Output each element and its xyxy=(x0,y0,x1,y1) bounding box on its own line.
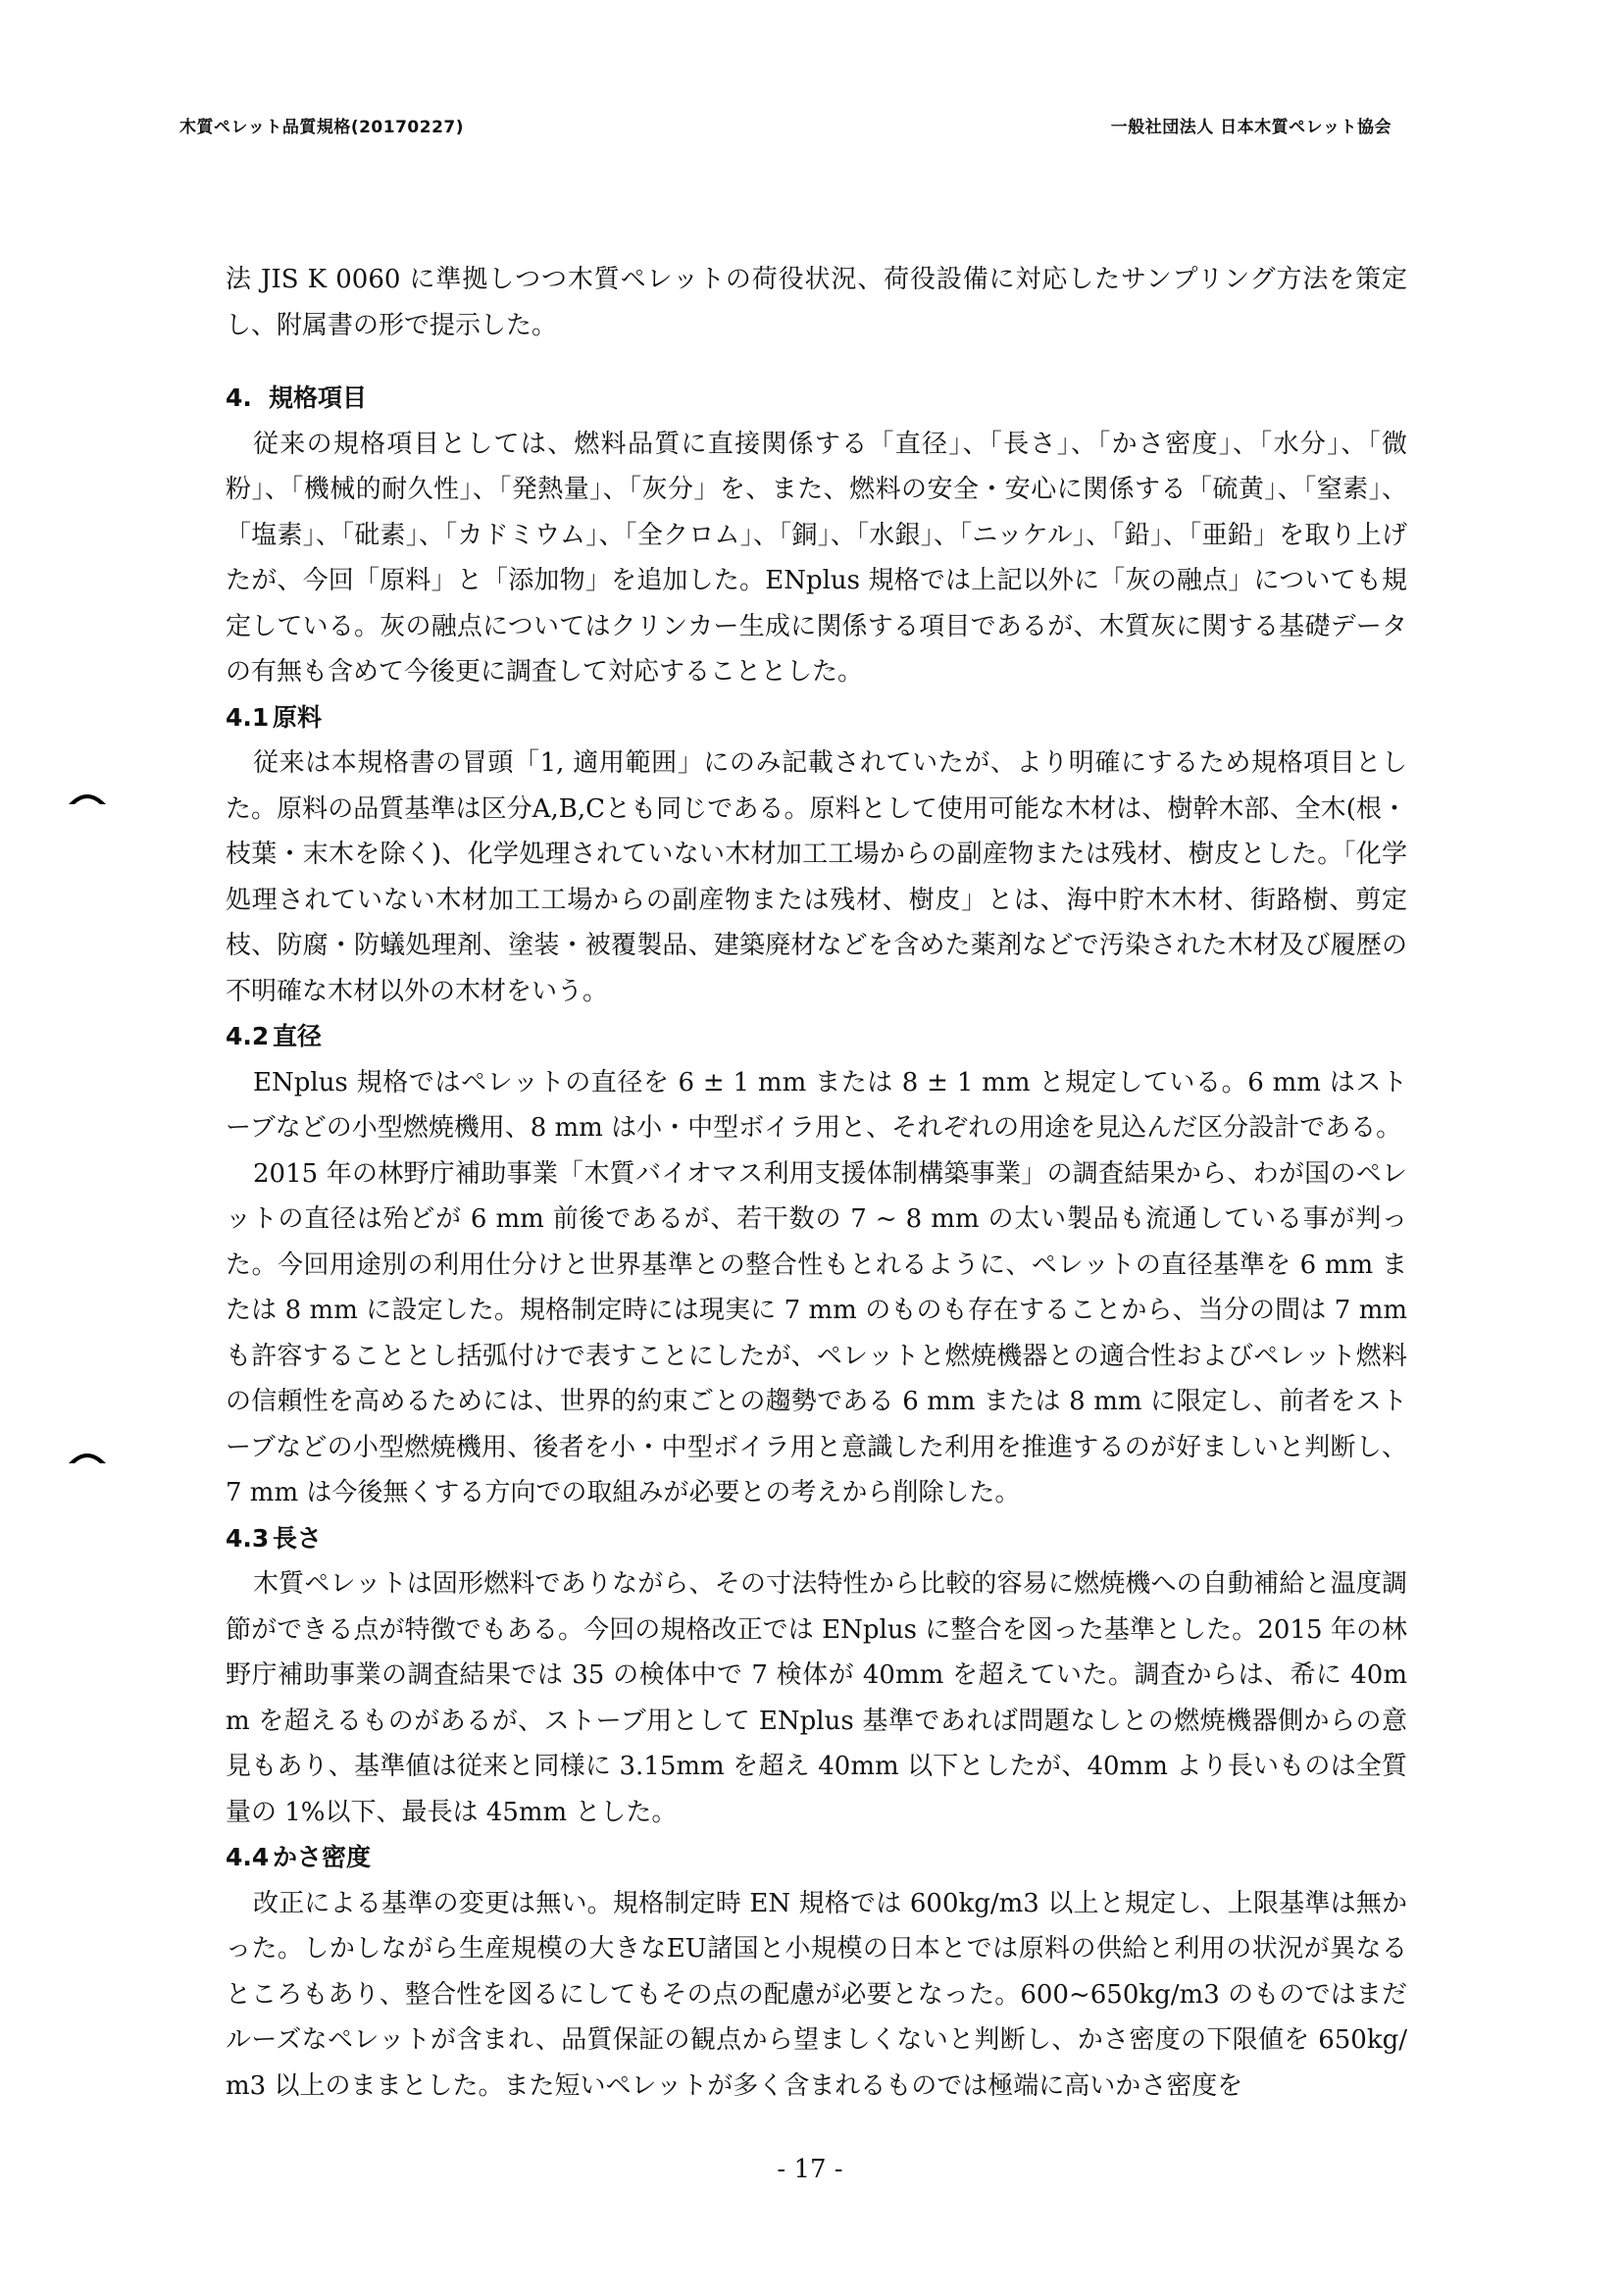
intro-paragraph: 法 JIS K 0060 に準拠しつつ木質ペレットの荷役状況、荷役設備に対応したサンプリング方法を策定し、附属書の形で提示した。 xyxy=(226,265,1407,340)
section-4-4-paragraph: 改正による基準の変更は無い。規格制定時 EN 規格では 600kg/m3 以上と規定し、上限基準は無かった。しかしながら生産規模の大きなEU諸国と小規模の日本とでは原料の供給と利用の状況が異なるところもあり、整合性を図るにしてもその点の配慮が必要となった。600~650kg/m3 のものではまだルーズなペレットが含まれ、品質保証の観点から望ましくないと判断し、かさ密度の下限値を 650kg/m3 以上のままとした。また短いペレットが多く含まれるものでは極端に高いかさ密度を xyxy=(226,1888,1407,2101)
section-title: 直径 xyxy=(273,1022,323,1050)
section-4-1-paragraph: 従来は本規格書の冒頭「1, 適用範囲」にのみ記載されていたが、より明確にするため規格項目とした。原料の品質基準は区分A,B,Cとも同じである。原料として使用可能な木材は、樹幹木部、全木(根・枝葉・末木を除く)、化学処理されていない木材加工工場からの副産物または残材、樹皮とした。「化学処理されていない木材加工工場からの副産物または残材、樹皮」とは、海中貯木木材、街路樹、剪定枝、防腐・防蟻処理剤、塗装・被覆製品、建築廃材などを含めた薬剤などで汚染された木材及び履歴の不明確な木材以外の木材をいう。 xyxy=(226,748,1407,1006)
section-number: 4. xyxy=(226,383,252,412)
section-4-3-heading xyxy=(226,1516,1407,1562)
section-title: かさ密度 xyxy=(273,1843,372,1871)
section-number: 4.3 xyxy=(226,1523,270,1553)
page-number: - 17 - xyxy=(777,2155,843,2184)
section-title: 長さ xyxy=(273,1523,323,1553)
section-4-2-paragraph-2: 2015 年の林野庁補助事業「木質バイオマス利用支援体制構築事業」の調査結果から、わが国のペレットの直径は殆どが 6 mm 前後であるが、若干数の 7 ~ 8 mm の太い製品も流通している事が判った。今回用途別の利用仕分けと世界基準との整合性もとれるように、ペレットの直径基準を 6 mm または 8 mm に設定した。規格制定時には現実に 7 mm のものも存在することから、当分の間は 7 mm も許容することとし括弧付けで表すことにしたが、ペレットと燃焼機器との適合性およびペレット燃料の信頼性を高めるためには、世界的約束ごとの趨勢である 6 mm または 8 mm に限定し、前者をストーブなどの小型燃焼機用、後者を小・中型ボイラ用と意識した利用を推進するのが好ましいと判断し、7 mm は今後無くする方向での取組みが必要との考えから削除した。 xyxy=(226,1158,1407,1507)
header-organization: 一般社団法人 日本木質ペレット協会 xyxy=(1110,118,1392,137)
section-4-heading xyxy=(226,376,1407,422)
section-4-paragraph: 従来の規格項目としては、燃料品質に直接関係する「直径」、「長さ」、「かさ密度」、「水分」、「微粉」、「機械的耐久性」、「発熱量」、「灰分」を、また、燃料の安全・安心に関係する「硫黄」、「窒素」、「塩素」、「砒素」、「カドミウム」、「全クロム」、「銅」、「水銀」、「ニッケル」、「鉛」、「亜鉛」を取り上げたが、今回「原料」と「添加物」を追加した。ENplus 規格では上記以外に「灰の融点」についても規定している。灰の融点についてはクリンカー生成に関係する項目であるが、木質灰に関する基礎データの有無も含めて今後更に調査して対応することとした。 xyxy=(226,429,1407,687)
document-body xyxy=(226,257,1407,2109)
section-number: 4.4 xyxy=(226,1843,270,1871)
section-title: 原料 xyxy=(273,702,323,732)
section-4-2-paragraph-1: ENplus 規格ではペレットの直径を 6 ± 1 mm または 8 ± 1 mm と規定している。6 mm はストーブなどの小型燃焼機用、8 mm は小・中型ボイラ用と、それぞれの用途を見込んだ区分設計である。 xyxy=(226,1067,1407,1143)
header-document-title: 木質ペレット品質規格(20170227) xyxy=(179,118,464,137)
section-number: 4.1 xyxy=(226,702,270,732)
section-4-2-heading xyxy=(226,1014,1407,1060)
binding-hole-mark-bottom xyxy=(67,1444,108,1465)
section-number: 4.2 xyxy=(226,1022,270,1050)
section-4-3-paragraph: 木質ペレットは固形燃料でありながら、その寸法特性から比較的容易に燃焼機への自動補給と温度調節ができる点が特徴でもある。今回の規格改正では ENplus に整合を図った基準とした。2015 年の林野庁補助事業の調査結果では 35 の検体中で 7 検体が 40mm を超えていた。調査からは、希に 40mm を超えるものがあるが、ストーブ用として ENplus 基準であれば問題なしとの燃焼機器側からの意見もあり、基準値は従来と同様に 3.15mm を超え 40mm 以下としたが、40mm より長いものは全質量の 1%以下、最長は 45mm とした。 xyxy=(226,1569,1407,1827)
binding-hole-mark-top xyxy=(67,785,108,806)
section-title: 規格項目 xyxy=(269,383,368,412)
section-4-1-heading xyxy=(226,695,1407,741)
section-4-4-heading xyxy=(226,1835,1407,1881)
